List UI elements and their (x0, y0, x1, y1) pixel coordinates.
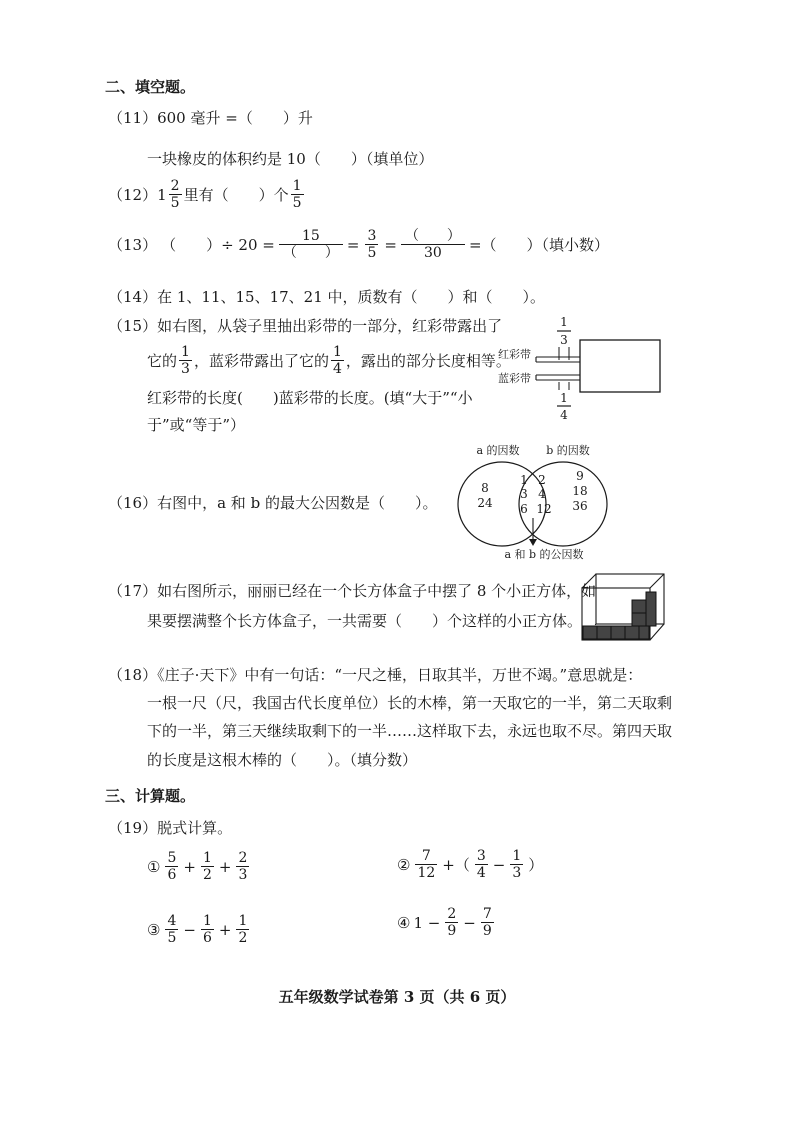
question-17 (108, 581, 596, 601)
factor-only-b: 9 (576, 469, 584, 483)
bag (580, 340, 660, 392)
question-text: 如右图，从袋子里抽出彩带的一部分，红彩带露出了 (157, 317, 503, 335)
question-text: （ ）÷ 20 = (161, 235, 275, 254)
cuboid-box-figure (578, 570, 670, 646)
factor-only-a: 8 (481, 481, 489, 495)
red-ribbon-label: 红彩带 (498, 348, 531, 361)
question-number: （16） (108, 494, 158, 512)
factor-only-b: 18 (572, 484, 588, 498)
question-12 (108, 178, 306, 211)
expression-2 (397, 848, 543, 881)
question-text: 如右图所示，丽丽已经在一个长方体盒子中摆了 8 个小正方体，如 (157, 582, 597, 600)
question-17-line2: 果要摆满整个长方体盒子，一共需要（ ）个这样的小正方体。 (147, 612, 583, 630)
venn-diagram (440, 440, 640, 565)
operator: + (183, 857, 196, 876)
question-18-line4: 的长度是这根木棒的（ ）。（填分数） (147, 751, 418, 769)
item-label: ② (397, 855, 411, 874)
common-factor: 1 (520, 473, 528, 487)
operator: − (492, 855, 506, 874)
blue-ribbon-label: 蓝彩带 (498, 372, 531, 385)
question-text: 《庄子·天下》中有一句话：“一尺之棰，日取其半，万世不竭。”意思就是： (157, 666, 643, 684)
fraction: $\frac{1}{4}$ (332, 344, 342, 377)
label-common-factors: a 和 b 的公因数 (504, 548, 584, 561)
expression-3 (147, 913, 251, 946)
operator: +（ (442, 855, 470, 874)
equals: = (346, 235, 360, 254)
fraction: $\frac{7}{9}$ (482, 906, 492, 939)
factor-only-b: 36 (572, 499, 588, 513)
fraction: $\frac{15}{( )}$ (281, 228, 341, 261)
question-15-line4: 于”或“等于”） (147, 416, 246, 434)
question-number: （18） (108, 666, 158, 684)
question-number: （11） (108, 109, 158, 127)
factor-only-a: 24 (477, 496, 493, 510)
question-18 (108, 665, 642, 685)
section-title: 二、填空题。 (105, 78, 196, 96)
question-number: （14） (108, 288, 158, 306)
common-factor: 4 (538, 487, 546, 501)
operator: + (218, 920, 232, 939)
question-text: 右图中，a 和 b 的最大公因数是（ ）。 (157, 494, 438, 512)
expression-1 (147, 850, 251, 883)
question-19 (108, 818, 232, 838)
fraction: $\frac{1}{3}$ (181, 344, 190, 377)
mixed-whole: 1 (157, 185, 167, 204)
common-factor: 12 (536, 502, 552, 516)
ribbon-bag-figure (490, 312, 670, 422)
question-18-line3: 下的一半，第三天继续取剩下的一半……这样取下去，永远也取不尽。第四天取 (147, 722, 673, 740)
equals: = (384, 235, 397, 254)
question-text: 600 毫升 =（ ）升 (157, 109, 313, 127)
item-label: ③ (147, 920, 161, 939)
fraction: $\frac{1}{2}$ (238, 913, 248, 946)
fraction: $\frac{3}{5}$ (367, 228, 377, 261)
circle-b (519, 462, 607, 546)
fraction: $\frac{3}{4}$ (476, 848, 486, 881)
question-15 (108, 316, 502, 336)
item-label: ④ (397, 913, 411, 932)
expression-4 (397, 906, 496, 939)
question-text: 在 1、11、15、17、21 中，质数有（ ）和（ ）。 (157, 288, 546, 306)
section-title: 三、计算题。 (105, 787, 196, 805)
bottom-fraction-denominator: 4 (560, 408, 568, 422)
question-number: （17） (108, 582, 158, 600)
fraction: $\frac{1}{5}$ (292, 178, 302, 211)
question-text: 里有（ ）个 (183, 185, 289, 204)
fraction: $\frac{( )}{30}$ (403, 228, 463, 261)
question-15-line2: 它的 $\frac{1}{3}$ ，蓝彩带露出了它的 $\frac{1}{4}$ ，露出的部分长度相等。 (147, 344, 511, 377)
fraction: $\frac{2}{5}$ (170, 178, 180, 211)
operator: − (183, 920, 196, 939)
bottom-fraction-numerator: 1 (560, 391, 568, 405)
question-11-line2: 一块橡皮的体积约是 10（ ）（填单位） (147, 150, 434, 168)
question-number: （19） (108, 819, 158, 837)
common-factor: 2 (538, 473, 546, 487)
fraction: $\frac{1}{6}$ (202, 913, 212, 946)
fraction: $\frac{4}{5}$ (167, 913, 177, 946)
item-label: ① (147, 857, 161, 876)
operator: − (463, 913, 476, 932)
operator: ） (528, 855, 544, 874)
question-number: （12） (108, 185, 158, 204)
top-fraction-numerator: 1 (560, 315, 568, 329)
question-number: （15） (108, 317, 158, 335)
common-factor: 6 (520, 502, 528, 516)
question-14 (108, 287, 545, 307)
fraction: $\frac{5}{6}$ (167, 850, 177, 883)
operator: + (218, 857, 232, 876)
fraction: $\frac{2}{9}$ (447, 906, 457, 939)
question-13 (108, 228, 609, 261)
page-footer: 五年级数学试卷第 3 页（共 6 页） (278, 988, 516, 1006)
label-factors-b: b 的因数 (546, 444, 590, 457)
fraction: $\frac{7}{12}$ (417, 848, 436, 881)
label-factors-a: a 的因数 (476, 444, 520, 457)
question-16 (108, 493, 437, 513)
fraction: $\frac{1}{3}$ (512, 848, 522, 881)
operator: 1 − (413, 913, 441, 932)
question-text: =（ ）（填小数） (468, 235, 610, 254)
question-number: （13） (108, 235, 158, 254)
question-text: 脱式计算。 (157, 819, 233, 837)
question-11 (108, 108, 313, 128)
question-15-line3: 红彩带的长度( )蓝彩带的长度。(填“大于”“小 (147, 389, 473, 407)
top-fraction-denominator: 3 (560, 333, 568, 347)
common-factor: 3 (520, 487, 528, 501)
fraction: $\frac{1}{2}$ (202, 850, 212, 883)
question-18-line2: 一根一尺（尺，我国古代长度单位）长的木棒，第一天取它的一半，第二天取剩 (147, 694, 673, 712)
fraction: $\frac{2}{3}$ (238, 850, 248, 883)
